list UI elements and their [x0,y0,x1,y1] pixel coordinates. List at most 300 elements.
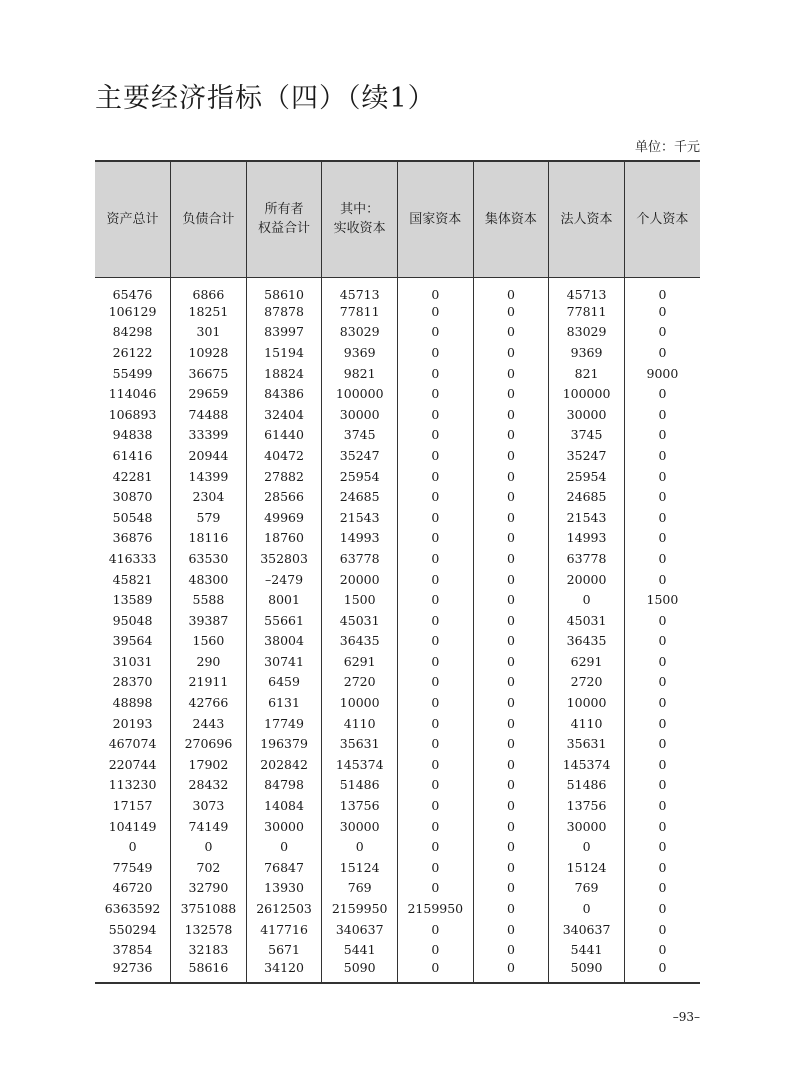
table-cell: 25954 [322,466,398,487]
table-cell: 100000 [322,384,398,405]
table-row [95,466,700,487]
table-cell: 18824 [246,363,322,384]
table-cell: 13589 [112,592,153,608]
table-cell: 35247 [549,446,625,467]
table-cell: 0 [473,528,549,549]
table-cell: 30000 [246,816,322,837]
table-cell: 0 [398,961,474,983]
table-cell: 0 [398,775,474,796]
table-cell: 769 [549,878,625,899]
table-cell: 2443 [171,713,247,734]
table-cell: 0 [398,322,474,343]
table-cell: 0 [549,590,625,611]
table-cell: 0 [398,466,474,487]
table-cell: 0 [473,919,549,940]
table-cell: 1500 [322,590,398,611]
table-row [95,610,700,631]
table-cell: 0 [624,384,700,405]
table-cell: 0 [624,734,700,755]
table-cell: 0 [549,899,625,920]
table-cell: 0 [624,466,700,487]
table-cell: 35631 [549,734,625,755]
table-cell: 196379 [246,734,322,755]
table-cell: 769 [322,878,398,899]
table-cell: 0 [398,940,474,961]
table-cell: 0 [398,713,474,734]
table-cell: 550294 [108,921,157,937]
table-cell: 15124 [322,858,398,879]
table-cell: 0 [398,672,474,693]
table-cell: 13930 [246,878,322,899]
table-cell: 21543 [322,507,398,528]
table-cell: 202842 [246,755,322,776]
table-cell: 0 [624,528,700,549]
table-cell: 87878 [246,302,322,323]
table-cell: 18760 [246,528,322,549]
table-cell: 0 [624,446,700,467]
table-cell: 14993 [549,528,625,549]
table-cell: 0 [624,507,700,528]
table-cell: 0 [398,487,474,508]
table-cell: 50548 [112,509,153,525]
table-cell: 2159950 [322,899,398,920]
table-cell: 0 [398,816,474,837]
table-cell: 0 [624,837,700,858]
table-cell: 9821 [322,363,398,384]
table-cell: 84386 [246,384,322,405]
table-row [95,755,700,776]
table-cell: 94838 [112,427,153,443]
table-cell: 0 [398,343,474,364]
table-cell: 46720 [112,880,153,896]
table-cell: 0 [624,858,700,879]
table-row [95,899,700,920]
table-row [95,961,700,983]
table-cell: 83029 [322,322,398,343]
table-cell: 0 [473,858,549,879]
table-row [95,713,700,734]
table-cell: 0 [398,734,474,755]
column-header: 法人资本 [549,161,625,277]
table-cell: 5588 [171,590,247,611]
table-cell: 10928 [171,343,247,364]
table-cell: 0 [624,878,700,899]
table-cell: 340637 [322,919,398,940]
table-cell: 74488 [171,404,247,425]
table-cell: 30000 [549,816,625,837]
table-cell: 24685 [322,487,398,508]
table-cell: 340637 [549,919,625,940]
table-cell: 0 [398,652,474,673]
table-cell: 2720 [549,672,625,693]
table-cell: 48898 [112,695,153,711]
table-cell: 821 [549,363,625,384]
table-cell: 0 [398,277,474,302]
table-cell: 0 [473,734,549,755]
table-cell: 45031 [549,610,625,631]
table-cell: 48300 [171,569,247,590]
table-cell: 20193 [112,715,153,731]
table-cell: 0 [473,652,549,673]
table-cell: 3073 [171,796,247,817]
table-cell: 1560 [171,631,247,652]
table-cell: 0 [624,713,700,734]
table-cell: 0 [624,610,700,631]
table-cell: 55661 [246,610,322,631]
table-cell: 9000 [624,363,700,384]
table-row [95,487,700,508]
table-cell: 0 [398,528,474,549]
table-cell: 132578 [171,919,247,940]
table-cell: 45031 [322,610,398,631]
table-cell: 145374 [322,755,398,776]
column-header: 其中： 实收资本 [322,161,398,277]
table-cell: 77549 [112,859,153,875]
table-cell: 0 [549,837,625,858]
table-row [95,878,700,899]
table-cell: 114046 [108,386,157,402]
table-cell: 0 [624,404,700,425]
table-row [95,277,700,302]
table-cell: 17749 [246,713,322,734]
table-cell: 31031 [112,653,153,669]
table-cell: 49969 [246,507,322,528]
table-header [95,161,700,277]
table-cell: 17902 [171,755,247,776]
table-cell: 220744 [108,756,157,772]
table-cell: 0 [473,693,549,714]
table-cell: 270696 [171,734,247,755]
table-cell: 13756 [549,796,625,817]
table-cell: 30000 [322,816,398,837]
table-cell: 0 [398,549,474,570]
table-cell: 45713 [549,277,625,302]
table-cell: 0 [398,404,474,425]
table-cell: 0 [398,796,474,817]
table-row [95,940,700,961]
table-cell: 21911 [171,672,247,693]
table-cell: 0 [624,816,700,837]
table-row [95,837,700,858]
table-cell: 352803 [246,549,322,570]
table-cell: 0 [624,652,700,673]
table-row [95,734,700,755]
table-cell: 0 [398,590,474,611]
table-cell: 5441 [322,940,398,961]
table-cell: 0 [624,940,700,961]
table-cell: 0 [398,446,474,467]
table-cell: 0 [473,878,549,899]
table-cell: 0 [398,384,474,405]
table-cell: 0 [398,878,474,899]
table-cell: 702 [171,858,247,879]
table-cell: 15124 [549,858,625,879]
table-cell: 100000 [549,384,625,405]
table-cell: 106893 [108,406,157,422]
table-cell: 42281 [112,468,153,484]
table-cell: 0 [398,631,474,652]
table-cell: 63530 [171,549,247,570]
header-row [95,161,700,277]
table-cell: 0 [473,425,549,446]
table-cell: 0 [473,549,549,570]
unit-label: 单位：千元 [634,140,700,155]
table-cell: 0 [171,837,247,858]
table-row [95,549,700,570]
table-cell: 5441 [549,940,625,961]
table-cell: 61416 [112,447,153,463]
table-cell: 30000 [549,404,625,425]
table-cell: 36876 [112,530,153,546]
table-cell: 0 [398,302,474,323]
table-row [95,343,700,364]
table-cell: 20944 [171,446,247,467]
table-cell: 5090 [322,961,398,983]
column-header: 资产总计 [95,161,171,277]
table-cell: 1500 [624,590,700,611]
table-cell: 39387 [171,610,247,631]
table-cell: 0 [473,816,549,837]
table-cell: 20000 [322,569,398,590]
table-cell: 9369 [322,343,398,364]
table-cell: 29659 [171,384,247,405]
table-cell: 84298 [112,324,153,340]
table-row [95,652,700,673]
table-cell: 290 [171,652,247,673]
table-cell: 28370 [112,674,153,690]
table-cell: 74149 [171,816,247,837]
table-cell: 13756 [322,796,398,817]
column-header: 负债合计 [171,161,247,277]
table-row [95,816,700,837]
table-cell: 30741 [246,652,322,673]
table-cell: 5090 [549,961,625,983]
table-cell: 6291 [322,652,398,673]
table-cell: 63778 [322,549,398,570]
table-cell: 4110 [549,713,625,734]
table-cell: 0 [624,487,700,508]
table-cell: 35247 [322,446,398,467]
table-row [95,693,700,714]
table-cell: 25954 [549,466,625,487]
table-cell: 6291 [549,652,625,673]
table-cell: 0 [624,322,700,343]
table-cell: 0 [473,507,549,528]
table-cell: 76847 [246,858,322,879]
table-cell: 4110 [322,713,398,734]
table-cell: 37854 [112,942,153,958]
table-cell: 0 [473,940,549,961]
table-cell: 55499 [112,365,153,381]
table-cell: –2479 [246,569,322,590]
column-header: 集体资本 [473,161,549,277]
table-cell: 0 [473,796,549,817]
table-row [95,919,700,940]
page-number: –93– [672,1010,700,1024]
table-cell: 32183 [171,940,247,961]
table-cell: 0 [246,837,322,858]
table-cell: 0 [398,569,474,590]
table-cell: 0 [398,610,474,631]
table-cell: 0 [473,590,549,611]
table-cell: 0 [624,919,700,940]
table-cell: 0 [398,693,474,714]
table-row [95,384,700,405]
table-cell: 2159950 [398,899,474,920]
table-cell: 0 [473,404,549,425]
table-cell: 32790 [171,878,247,899]
page-title: 主要经济指标（四）（续1） [95,83,436,114]
table-cell: 36675 [171,363,247,384]
table-cell: 10000 [322,693,398,714]
table-cell: 145374 [549,755,625,776]
table-cell: 39564 [112,633,153,649]
table-cell: 113230 [108,777,157,793]
table-cell: 14399 [171,466,247,487]
table-cell: 6866 [171,277,247,302]
table-cell: 77811 [322,302,398,323]
table-cell: 0 [473,302,549,323]
table-row [95,507,700,528]
table-cell: 30870 [112,489,153,505]
table-cell: 0 [398,425,474,446]
table-row [95,404,700,425]
table-cell: 0 [473,713,549,734]
table-cell: 28432 [171,775,247,796]
table-row [95,302,700,323]
table-cell: 65476 [112,286,153,302]
table-cell: 0 [473,755,549,776]
table-cell: 0 [624,549,700,570]
table-cell: 0 [624,343,700,364]
table-cell: 51486 [549,775,625,796]
table-cell: 58616 [171,961,247,983]
table-row [95,672,700,693]
table-cell: 0 [473,610,549,631]
table-cell: 0 [473,322,549,343]
table-cell: 0 [473,961,549,983]
data-table [95,160,700,984]
table-cell: 26122 [112,344,153,360]
table-cell: 0 [398,755,474,776]
table-cell: 0 [128,839,137,855]
table-cell: 0 [624,631,700,652]
table-cell: 0 [473,775,549,796]
table-row [95,425,700,446]
table-cell: 42766 [171,693,247,714]
table-cell: 32404 [246,404,322,425]
table-cell: 27882 [246,466,322,487]
table-cell: 17157 [112,798,153,814]
table-cell: 0 [473,446,549,467]
table-cell: 21543 [549,507,625,528]
table-cell: 35631 [322,734,398,755]
table-cell: 6459 [246,672,322,693]
column-header: 个人资本 [624,161,700,277]
table-cell: 0 [624,569,700,590]
table-cell: 3745 [322,425,398,446]
table-cell: 61440 [246,425,322,446]
table-cell: 77811 [549,302,625,323]
table-cell: 3745 [549,425,625,446]
table-cell: 36435 [549,631,625,652]
table-cell: 3751088 [171,899,247,920]
table-cell: 0 [624,775,700,796]
table-cell: 416333 [108,550,157,566]
table-cell: 40472 [246,446,322,467]
table-row [95,446,700,467]
table-cell: 0 [473,569,549,590]
table-cell: 38004 [246,631,322,652]
table-cell: 84798 [246,775,322,796]
table-cell: 467074 [108,736,157,752]
table-cell: 0 [624,899,700,920]
table-cell: 417716 [246,919,322,940]
table-cell: 6131 [246,693,322,714]
table-cell: 301 [171,322,247,343]
table-cell: 0 [473,631,549,652]
table-row [95,322,700,343]
table-row [95,858,700,879]
table-row [95,775,700,796]
table-cell: 2612503 [246,899,322,920]
table-row [95,528,700,549]
table-cell: 15194 [246,343,322,364]
table-cell: 0 [473,277,549,302]
table-cell: 0 [398,919,474,940]
table-cell: 0 [624,672,700,693]
table-cell: 0 [473,363,549,384]
table-cell: 0 [624,961,700,983]
table-cell: 0 [473,466,549,487]
table-cell: 6363592 [104,901,161,917]
table-cell: 34120 [246,961,322,983]
table-cell: 0 [473,384,549,405]
table-cell: 18251 [171,302,247,323]
table-row [95,796,700,817]
table-cell: 10000 [549,693,625,714]
table-cell: 58610 [246,277,322,302]
table-cell: 63778 [549,549,625,570]
table-cell: 0 [322,837,398,858]
table-cell: 18116 [171,528,247,549]
table-cell: 106129 [108,303,157,319]
table-cell: 51486 [322,775,398,796]
table-cell: 104149 [108,818,157,834]
table-cell: 14084 [246,796,322,817]
table-cell: 2304 [171,487,247,508]
table-row [95,363,700,384]
table-cell: 0 [473,672,549,693]
table-cell: 45821 [112,571,153,587]
table-cell: 33399 [171,425,247,446]
table-cell: 20000 [549,569,625,590]
table-cell: 8001 [246,590,322,611]
table-cell: 30000 [322,404,398,425]
table-cell: 92736 [95,961,171,983]
table-cell: 2720 [322,672,398,693]
column-header: 所有者 权益合计 [246,161,322,277]
table-cell: 0 [624,425,700,446]
table-cell: 0 [473,487,549,508]
table-row [95,631,700,652]
table-cell: 28566 [246,487,322,508]
table-cell: 0 [624,302,700,323]
table-cell: 579 [171,507,247,528]
table-row [95,569,700,590]
table-cell: 0 [624,755,700,776]
table-cell: 0 [398,507,474,528]
